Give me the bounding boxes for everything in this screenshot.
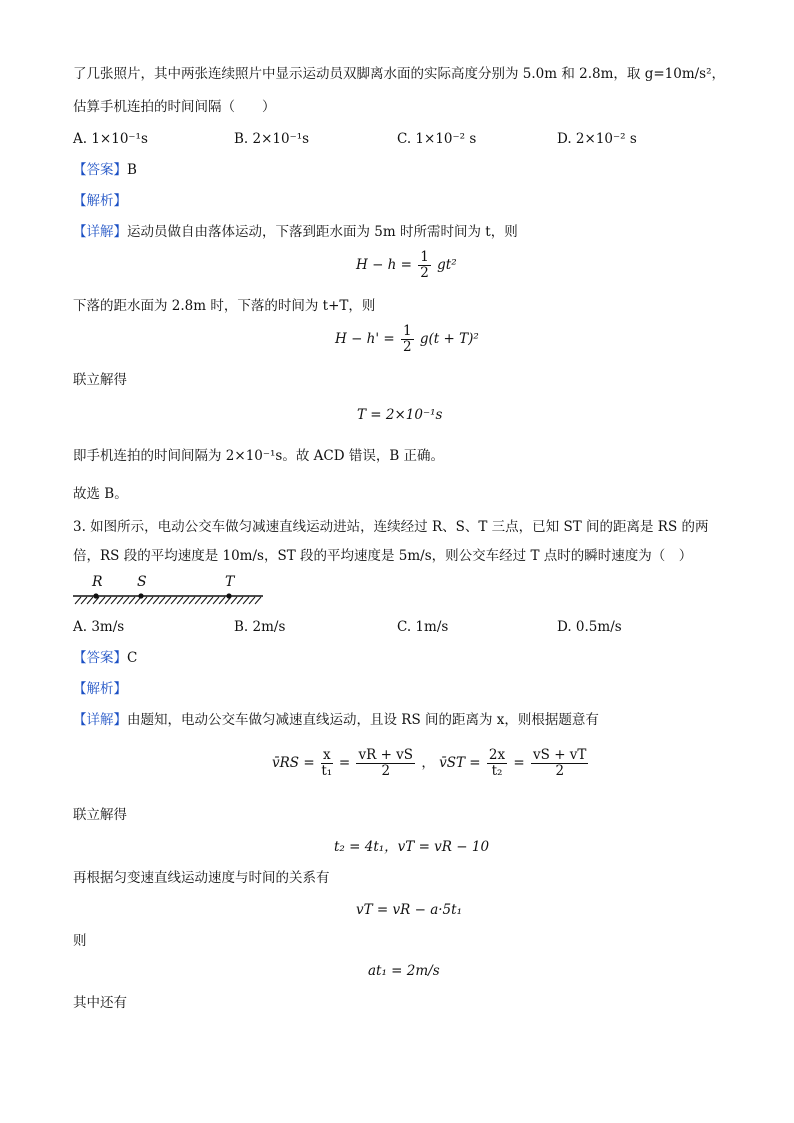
point-label-r: R [92, 574, 103, 590]
detail-text: 运动员做自由落体运动，下落到距水面为 5m 时所需时间为 t，则 [127, 224, 518, 240]
fraction-denominator: 2 [381, 763, 391, 779]
q2-detail1 [73, 222, 518, 242]
point-label-s: S [137, 574, 147, 590]
q2-conclusion: 即手机连拍的时间间隔为 2×10⁻¹s。故 ACD 错误，B 正确。 [73, 448, 445, 464]
q2-stem-line2: 估算手机连拍的时间间隔（ ） [73, 99, 276, 115]
q3-option-c: C. 1m/s [397, 619, 449, 635]
q2-equation-2 [335, 324, 479, 355]
fraction-numerator: vR + vS [358, 747, 414, 763]
q2-option-a: A. 1×10⁻¹s [73, 131, 148, 147]
fraction-denominator: 2 [420, 265, 429, 281]
q2-option-b: B. 2×10⁻¹s [234, 131, 310, 147]
fraction-denominator: 2 [402, 339, 412, 355]
q2-detail2: 下落的距水面为 2.8m 时，下落的时间为 t+T，则 [73, 298, 376, 314]
q2-stem-line1: 了几张照片，其中两张连续照片中显示运动员双脚离水面的实际高度分别为 5.0m 和 2.8m，取 g=10m/s²， [73, 66, 726, 82]
q2-choose: 故选 B。 [73, 486, 128, 502]
answer-tag: 【答案】 [73, 162, 127, 178]
q3-equation-3: vT = vR − a·5t₁ [356, 902, 462, 918]
fraction [487, 748, 507, 779]
q3-detail1 [73, 710, 599, 730]
q3-also: 其中还有 [73, 995, 127, 1011]
eq-lhs: H − h = [356, 257, 412, 273]
eq-lhs: H − h' = [335, 331, 395, 347]
q2-equation-1 [356, 250, 457, 281]
road-figure [70, 570, 270, 610]
q2-option-c: C. 1×10⁻² s [397, 131, 477, 147]
q3-stem-line1: 3. 如图所示，电动公交车做匀减速直线运动进站，连续经过 R、S、T 三点，已知 ST 间的距离是 RS 的两 [73, 519, 709, 535]
fraction [321, 748, 333, 779]
q3-option-d: D. 0.5m/s [557, 619, 622, 635]
analysis-tag: 【解析】 [73, 681, 127, 697]
point-s [138, 593, 143, 598]
q2-solve: 联立解得 [73, 372, 127, 388]
detail-tag: 【详解】 [73, 224, 127, 240]
eq-lhs: v̄RS = [272, 755, 315, 771]
point-r [93, 593, 98, 598]
q3-stem-line2: 倍，RS 段的平均速度是 10m/s，ST 段的平均速度是 5m/s，则公交车经过 T 点时的瞬时速度为（ ） [73, 548, 693, 564]
fraction-numerator: x [322, 747, 331, 763]
eq-lhs: v̄ST = [439, 755, 481, 771]
fraction-denominator: t₂ [491, 763, 503, 779]
fraction-numerator: 1 [420, 249, 429, 265]
fraction-numerator: 1 [402, 323, 412, 339]
fraction [356, 748, 415, 779]
ground-hatching [75, 597, 261, 604]
q3-option-a: A. 3m/s [73, 619, 125, 635]
answer-value: B [127, 162, 137, 178]
q3-relation: 再根据匀变速直线运动速度与时间的关系有 [73, 870, 330, 886]
analysis-tag: 【解析】 [73, 193, 127, 209]
q2-option-d: D. 2×10⁻² s [557, 131, 637, 147]
q3-option-b: B. 2m/s [234, 619, 286, 635]
fraction [531, 748, 588, 779]
detail-text: 由题知，电动公交车做匀减速直线运动，且设 RS 间的距离为 x，则根据题意有 [127, 712, 599, 728]
eq-rhs: g(t + T)² [419, 331, 479, 347]
q3-equation-2: t₂ = 4t₁，vT = vR − 10 [334, 839, 490, 855]
answer-tag: 【答案】 [73, 650, 127, 666]
detail-tag: 【详解】 [73, 712, 127, 728]
fraction-numerator: vS + vT [533, 747, 587, 763]
fraction [401, 324, 414, 355]
fraction-numerator: 2x [488, 747, 506, 763]
q3-answer [73, 648, 137, 668]
q3-analysis [73, 679, 127, 699]
fraction [418, 250, 431, 281]
q3-equation-4: at₁ = 2m/s [368, 963, 440, 979]
point-label-t: T [225, 574, 235, 590]
fraction-denominator: 2 [555, 763, 565, 779]
point-t [226, 593, 231, 598]
q2-equation-3: T = 2×10⁻¹s [357, 407, 443, 423]
answer-value: C [127, 650, 138, 666]
q3-then: 则 [73, 933, 87, 949]
eq-rhs: gt² [437, 257, 457, 273]
fraction-denominator: t₁ [321, 763, 333, 779]
q3-solve: 联立解得 [73, 807, 127, 823]
q2-analysis [73, 191, 127, 211]
q2-answer [73, 160, 137, 180]
q3-equation-1: v̄RS = $\frac{x}{\text{t₁}}$ = $\frac{vR + vS}{2}$ ， v̄ST = $\frac{2x}{\text{t₂}}$ = $\frac{vS + vT}{2}$ [272, 747, 587, 779]
